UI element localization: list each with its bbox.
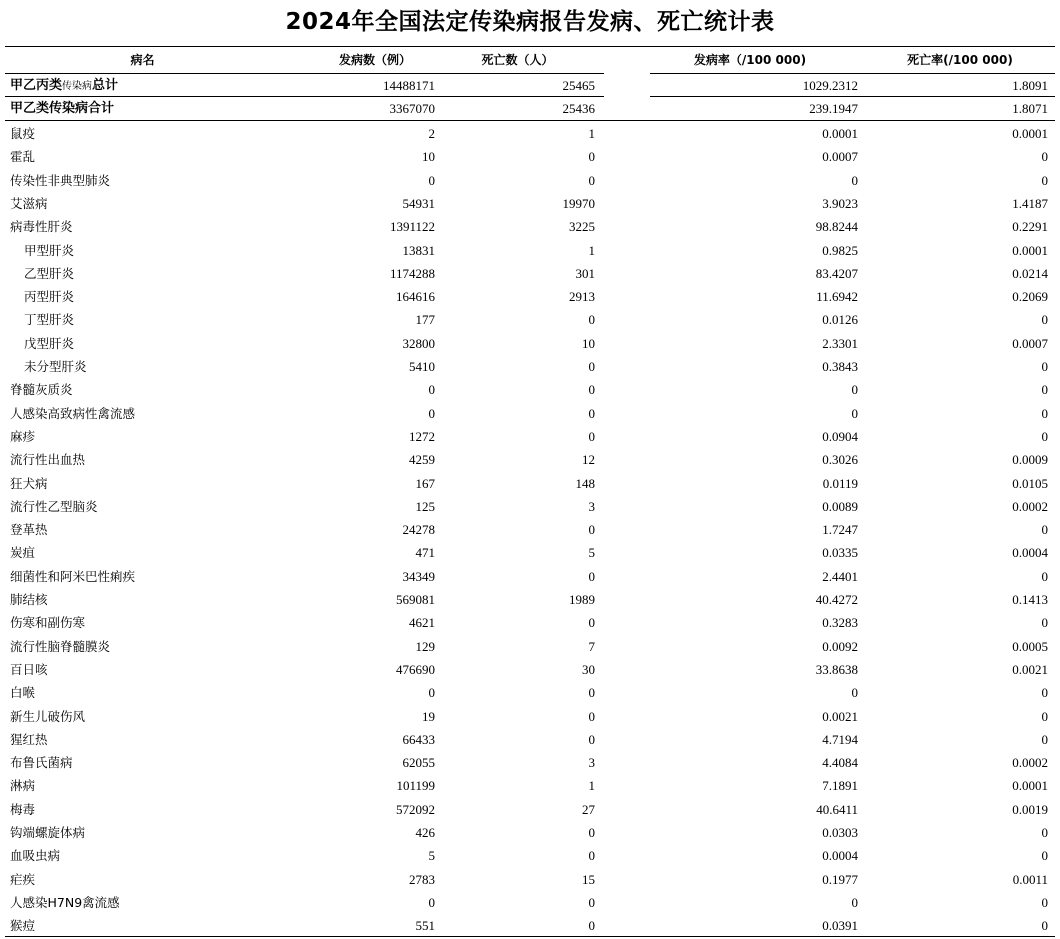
cases-value: 4259	[409, 452, 435, 468]
incidence-value: 40.6411	[816, 801, 858, 817]
table-row	[5, 448, 1055, 471]
incidence-value: 0.0021	[822, 708, 858, 724]
disease-name: 霍乱	[10, 149, 36, 165]
cases-value: 125	[415, 498, 435, 514]
header-mortality-rate: 死亡率(/100 000)	[907, 53, 1013, 67]
deaths-value: 19970	[562, 195, 595, 211]
table-row	[5, 774, 1055, 797]
table-row	[5, 518, 1055, 541]
table-row	[5, 192, 1055, 215]
cases-value: 1391122	[389, 219, 435, 235]
mortality-value: 0.0001	[1012, 242, 1048, 258]
cases-value: 1174288	[389, 265, 435, 281]
disease-name: 细菌性和阿米巴性痢疾	[10, 568, 136, 584]
deaths-value: 0	[588, 312, 595, 328]
disease-name: 钩端螺旋体病	[10, 825, 86, 840]
incidence-value: 0.0092	[822, 638, 858, 654]
mortality-value: 0.0005	[1012, 638, 1048, 654]
table-row	[5, 541, 1055, 564]
deaths-value: 5	[588, 545, 595, 561]
deaths-value: 1	[588, 242, 595, 258]
incidence-value: 0	[851, 894, 858, 910]
disease-name: 流行性脑脊髓膜炎	[10, 638, 111, 654]
table-top-rule	[5, 46, 1055, 47]
table-row	[5, 751, 1055, 774]
deaths-value: 1	[588, 126, 595, 141]
deaths-value: 0	[588, 172, 595, 188]
table-row	[5, 355, 1055, 378]
deaths-value: 0	[588, 382, 595, 398]
disease-name: 甲型肝炎	[24, 242, 75, 258]
table-row	[5, 635, 1055, 658]
table-row	[5, 868, 1055, 891]
cases-value: 1272	[409, 428, 435, 444]
mortality-value: 0	[1041, 405, 1048, 421]
incidence-value: 0.1977	[822, 871, 858, 887]
cases-value: 167	[415, 475, 435, 491]
deaths-value: 0	[588, 405, 595, 421]
disease-name: 流行性乙型脑炎	[10, 498, 98, 514]
disease-name: 艾滋病	[10, 195, 48, 211]
cases-value: 5	[428, 848, 435, 864]
cases-value: 572092	[396, 801, 435, 817]
deaths-value: 12	[582, 452, 595, 468]
incidence-value: 4.4084	[822, 755, 858, 771]
mortality-value: 0	[1041, 359, 1048, 374]
deaths-value: 25436	[562, 101, 595, 116]
table-row	[5, 472, 1055, 495]
cases-value: 32800	[402, 335, 435, 351]
disease-name: 麻疹	[10, 428, 36, 444]
table-row	[5, 728, 1055, 751]
deaths-value: 27	[582, 801, 595, 817]
table-row	[5, 495, 1055, 518]
deaths-value: 0	[588, 894, 595, 910]
cases-value: 13831	[402, 242, 435, 258]
table-row	[5, 402, 1055, 425]
incidence-value: 0	[851, 685, 858, 701]
deaths-value: 1989	[569, 592, 595, 607]
deaths-value: 2913	[569, 289, 595, 305]
deaths-value: 10	[582, 335, 595, 351]
cases-value: 5410	[409, 359, 435, 374]
deaths-value: 25465	[562, 78, 595, 93]
disease-name: 丙型肝炎	[24, 289, 75, 305]
table-row	[5, 798, 1055, 821]
disease-name: 人感染高致病性禽流感	[10, 405, 136, 421]
mortality-value: 0	[1041, 918, 1048, 934]
mortality-value: 0	[1041, 149, 1048, 165]
cases-value: 0	[428, 685, 435, 701]
table-row	[5, 844, 1055, 867]
table-row	[5, 565, 1055, 588]
incidence-value: 33.8638	[815, 661, 858, 677]
disease-name: 脊髓灰质炎	[10, 382, 73, 398]
incidence-value: 4.7194	[822, 731, 858, 747]
mortality-value: 0.1413	[1012, 592, 1048, 607]
deaths-value: 0	[588, 568, 595, 584]
deaths-value: 3	[588, 755, 595, 771]
table-row	[5, 611, 1055, 634]
header-cases: 发病数（例）	[338, 53, 411, 67]
page-title: 2024年全国法定传染病报告发病、死亡统计表	[285, 9, 775, 35]
incidence-value: 0	[851, 382, 858, 398]
table-row	[5, 215, 1055, 238]
disease-name: 猴痘	[10, 918, 36, 934]
mortality-value: 0.0002	[1012, 755, 1048, 771]
mortality-value: 0.0001	[1012, 126, 1048, 141]
table-row	[5, 425, 1055, 448]
incidence-value: 0.0126	[822, 312, 858, 328]
table-row	[5, 122, 1055, 145]
disease-name: 狂犬病	[10, 475, 48, 491]
mortality-value: 0	[1041, 894, 1048, 910]
incidence-value: 3.9023	[822, 195, 858, 211]
mortality-value: 0	[1041, 522, 1048, 538]
mortality-value: 0.0105	[1012, 475, 1048, 491]
disease-name: 鼠疫	[10, 126, 36, 141]
cases-value: 0	[428, 894, 435, 910]
incidence-value: 0.0004	[822, 848, 858, 864]
disease-name: 疟疾	[10, 871, 36, 887]
mortality-value: 0	[1041, 568, 1048, 584]
cases-value: 476690	[396, 661, 435, 677]
disease-name: 炭疽	[10, 545, 36, 561]
header-deaths: 死亡数（人）	[481, 53, 554, 67]
incidence-value: 40.4272	[815, 592, 858, 607]
mortality-value: 0	[1041, 312, 1048, 328]
mortality-value: 0.0214	[1012, 265, 1048, 281]
disease-name: 流行性出血热	[10, 452, 86, 468]
disease-name: 登革热	[10, 522, 48, 538]
table-row	[5, 378, 1055, 401]
cases-value: 471	[415, 545, 435, 561]
mortality-value: 0	[1041, 382, 1048, 398]
cases-value: 10	[422, 149, 435, 165]
incidence-value: 2.4401	[822, 568, 858, 584]
deaths-value: 0	[588, 359, 595, 374]
deaths-value: 0	[588, 918, 595, 934]
deaths-value: 0	[588, 848, 595, 864]
disease-name: 淋病	[10, 778, 36, 794]
cases-value: 66433	[402, 731, 435, 747]
cases-value: 19	[422, 708, 435, 724]
disease-name: 血吸虫病	[10, 848, 61, 864]
incidence-value: 239.1947	[809, 101, 858, 116]
table-row	[5, 891, 1055, 914]
cases-value: 3367070	[389, 101, 435, 116]
mortality-value: 0.2069	[1012, 289, 1048, 305]
incidence-value: 0.0904	[822, 428, 858, 444]
incidence-value: 98.8244	[815, 219, 858, 235]
mortality-value: 1.8071	[1012, 101, 1048, 116]
deaths-value: 0	[588, 428, 595, 444]
disease-name: 伤寒和副伤寒	[10, 615, 86, 631]
disease-name: 丁型肝炎	[24, 312, 75, 328]
disease-name: 肺结核	[10, 592, 48, 607]
table-header-row	[5, 48, 1055, 73]
table-row	[5, 588, 1055, 611]
disease-name: 未分型肝炎	[24, 359, 87, 374]
mortality-value: 0.0011	[1012, 871, 1048, 887]
incidence-value: 0.0119	[822, 475, 858, 491]
cases-value: 62055	[402, 755, 435, 771]
incidence-value: 0.0007	[822, 149, 858, 165]
incidence-value: 0	[851, 172, 858, 188]
cases-value: 569081	[396, 592, 435, 607]
disease-name: 人感染H7N9禽流感	[10, 894, 120, 910]
incidence-value: 0.0089	[822, 498, 858, 514]
incidence-value: 0.9825	[822, 242, 858, 258]
cases-value: 177	[415, 312, 435, 328]
disease-name: 白喉	[10, 685, 36, 701]
incidence-value: 2.3301	[822, 335, 858, 351]
incidence-value: 0.3843	[822, 359, 858, 374]
mortality-value: 0	[1041, 708, 1048, 724]
mortality-value: 0.2291	[1012, 219, 1048, 235]
deaths-value: 0	[588, 825, 595, 840]
deaths-value: 30	[582, 661, 595, 677]
table-row	[5, 239, 1055, 262]
mortality-value: 1.8091	[1012, 78, 1048, 93]
cases-value: 0	[428, 382, 435, 398]
table-row	[5, 332, 1055, 355]
incidence-value: 0.0001	[822, 126, 858, 141]
disease-name: 传染性非典型肺炎	[10, 172, 111, 188]
mortality-value: 0.0004	[1012, 545, 1048, 561]
mortality-value: 0.0021	[1012, 661, 1048, 677]
cases-value: 34349	[402, 568, 435, 584]
cases-value: 101199	[396, 778, 435, 794]
mortality-value: 0	[1041, 685, 1048, 701]
table-row	[5, 658, 1055, 681]
mortality-value: 0	[1041, 172, 1048, 188]
incidence-value: 7.1891	[822, 778, 858, 794]
cases-value: 0	[428, 405, 435, 421]
incidence-value: 0	[851, 405, 858, 421]
cases-value: 4621	[409, 615, 435, 631]
table-row	[5, 914, 1055, 937]
incidence-value: 0.0391	[822, 918, 858, 934]
deaths-value: 0	[588, 685, 595, 701]
deaths-value: 301	[575, 265, 595, 281]
deaths-value: 0	[588, 708, 595, 724]
cases-value: 14488171	[383, 78, 435, 93]
disease-name: 甲乙丙类传染病总计	[10, 78, 119, 93]
cases-value: 129	[415, 638, 435, 654]
deaths-value: 0	[588, 615, 595, 631]
deaths-value: 148	[575, 475, 595, 491]
header-incidence-rate: 发病率（/100 000)	[693, 53, 807, 67]
cases-value: 164616	[396, 289, 435, 305]
disease-name: 戊型肝炎	[24, 335, 75, 351]
mortality-value: 0	[1041, 848, 1048, 864]
mortality-value: 0	[1041, 615, 1048, 631]
disease-name: 百日咳	[10, 661, 48, 677]
disease-name: 乙型肝炎	[24, 265, 75, 281]
incidence-value: 11.6942	[816, 289, 858, 305]
cases-value: 2	[428, 126, 435, 141]
disease-name: 梅毒	[10, 801, 36, 817]
summary-row-total	[5, 74, 1055, 97]
mortality-value: 0.0007	[1012, 335, 1048, 351]
table-row	[5, 145, 1055, 168]
deaths-value: 3225	[569, 219, 595, 235]
mortality-value: 0	[1041, 731, 1048, 747]
table-row	[5, 169, 1055, 192]
incidence-value: 1.7247	[822, 522, 858, 538]
mortality-value: 0.0001	[1012, 778, 1048, 794]
table-row	[5, 308, 1055, 331]
table-row	[5, 285, 1055, 308]
cases-value: 0	[428, 172, 435, 188]
incidence-value: 0.0303	[822, 825, 858, 840]
disease-name: 甲乙类传染病合计	[10, 101, 115, 116]
cases-value: 551	[415, 918, 435, 934]
deaths-value: 0	[588, 522, 595, 538]
summary-row-subtotal	[5, 97, 1055, 120]
disease-name: 布鲁氏菌病	[10, 755, 73, 771]
mortality-value: 1.4187	[1012, 195, 1048, 211]
table-row	[5, 681, 1055, 704]
deaths-value: 0	[588, 731, 595, 747]
deaths-value: 7	[588, 638, 595, 654]
deaths-value: 0	[588, 149, 595, 165]
mortality-value: 0.0009	[1012, 452, 1048, 468]
incidence-value: 0.3283	[822, 615, 858, 631]
mortality-value: 0	[1041, 825, 1048, 840]
mortality-value: 0	[1041, 428, 1048, 444]
disease-name: 猩红热	[10, 731, 48, 747]
cases-value: 24278	[402, 522, 435, 538]
deaths-value: 15	[582, 871, 595, 887]
cases-value: 426	[415, 825, 435, 840]
cases-value: 54931	[402, 195, 435, 211]
cases-value: 2783	[409, 871, 435, 887]
mortality-value: 0.0002	[1012, 498, 1048, 514]
incidence-value: 0.3026	[822, 452, 858, 468]
header-disease-name: 病名	[130, 53, 155, 67]
incidence-value: 1029.2312	[802, 78, 858, 93]
table-row	[5, 821, 1055, 844]
mortality-value: 0.0019	[1012, 801, 1048, 817]
table-row	[5, 262, 1055, 285]
incidence-value: 0.0335	[822, 545, 858, 561]
deaths-value: 3	[588, 498, 595, 514]
deaths-value: 1	[588, 778, 595, 794]
table-row	[5, 705, 1055, 728]
disease-name: 病毒性肝炎	[10, 219, 73, 235]
disease-name: 新生儿破伤风	[10, 708, 86, 724]
incidence-value: 83.4207	[815, 265, 858, 281]
